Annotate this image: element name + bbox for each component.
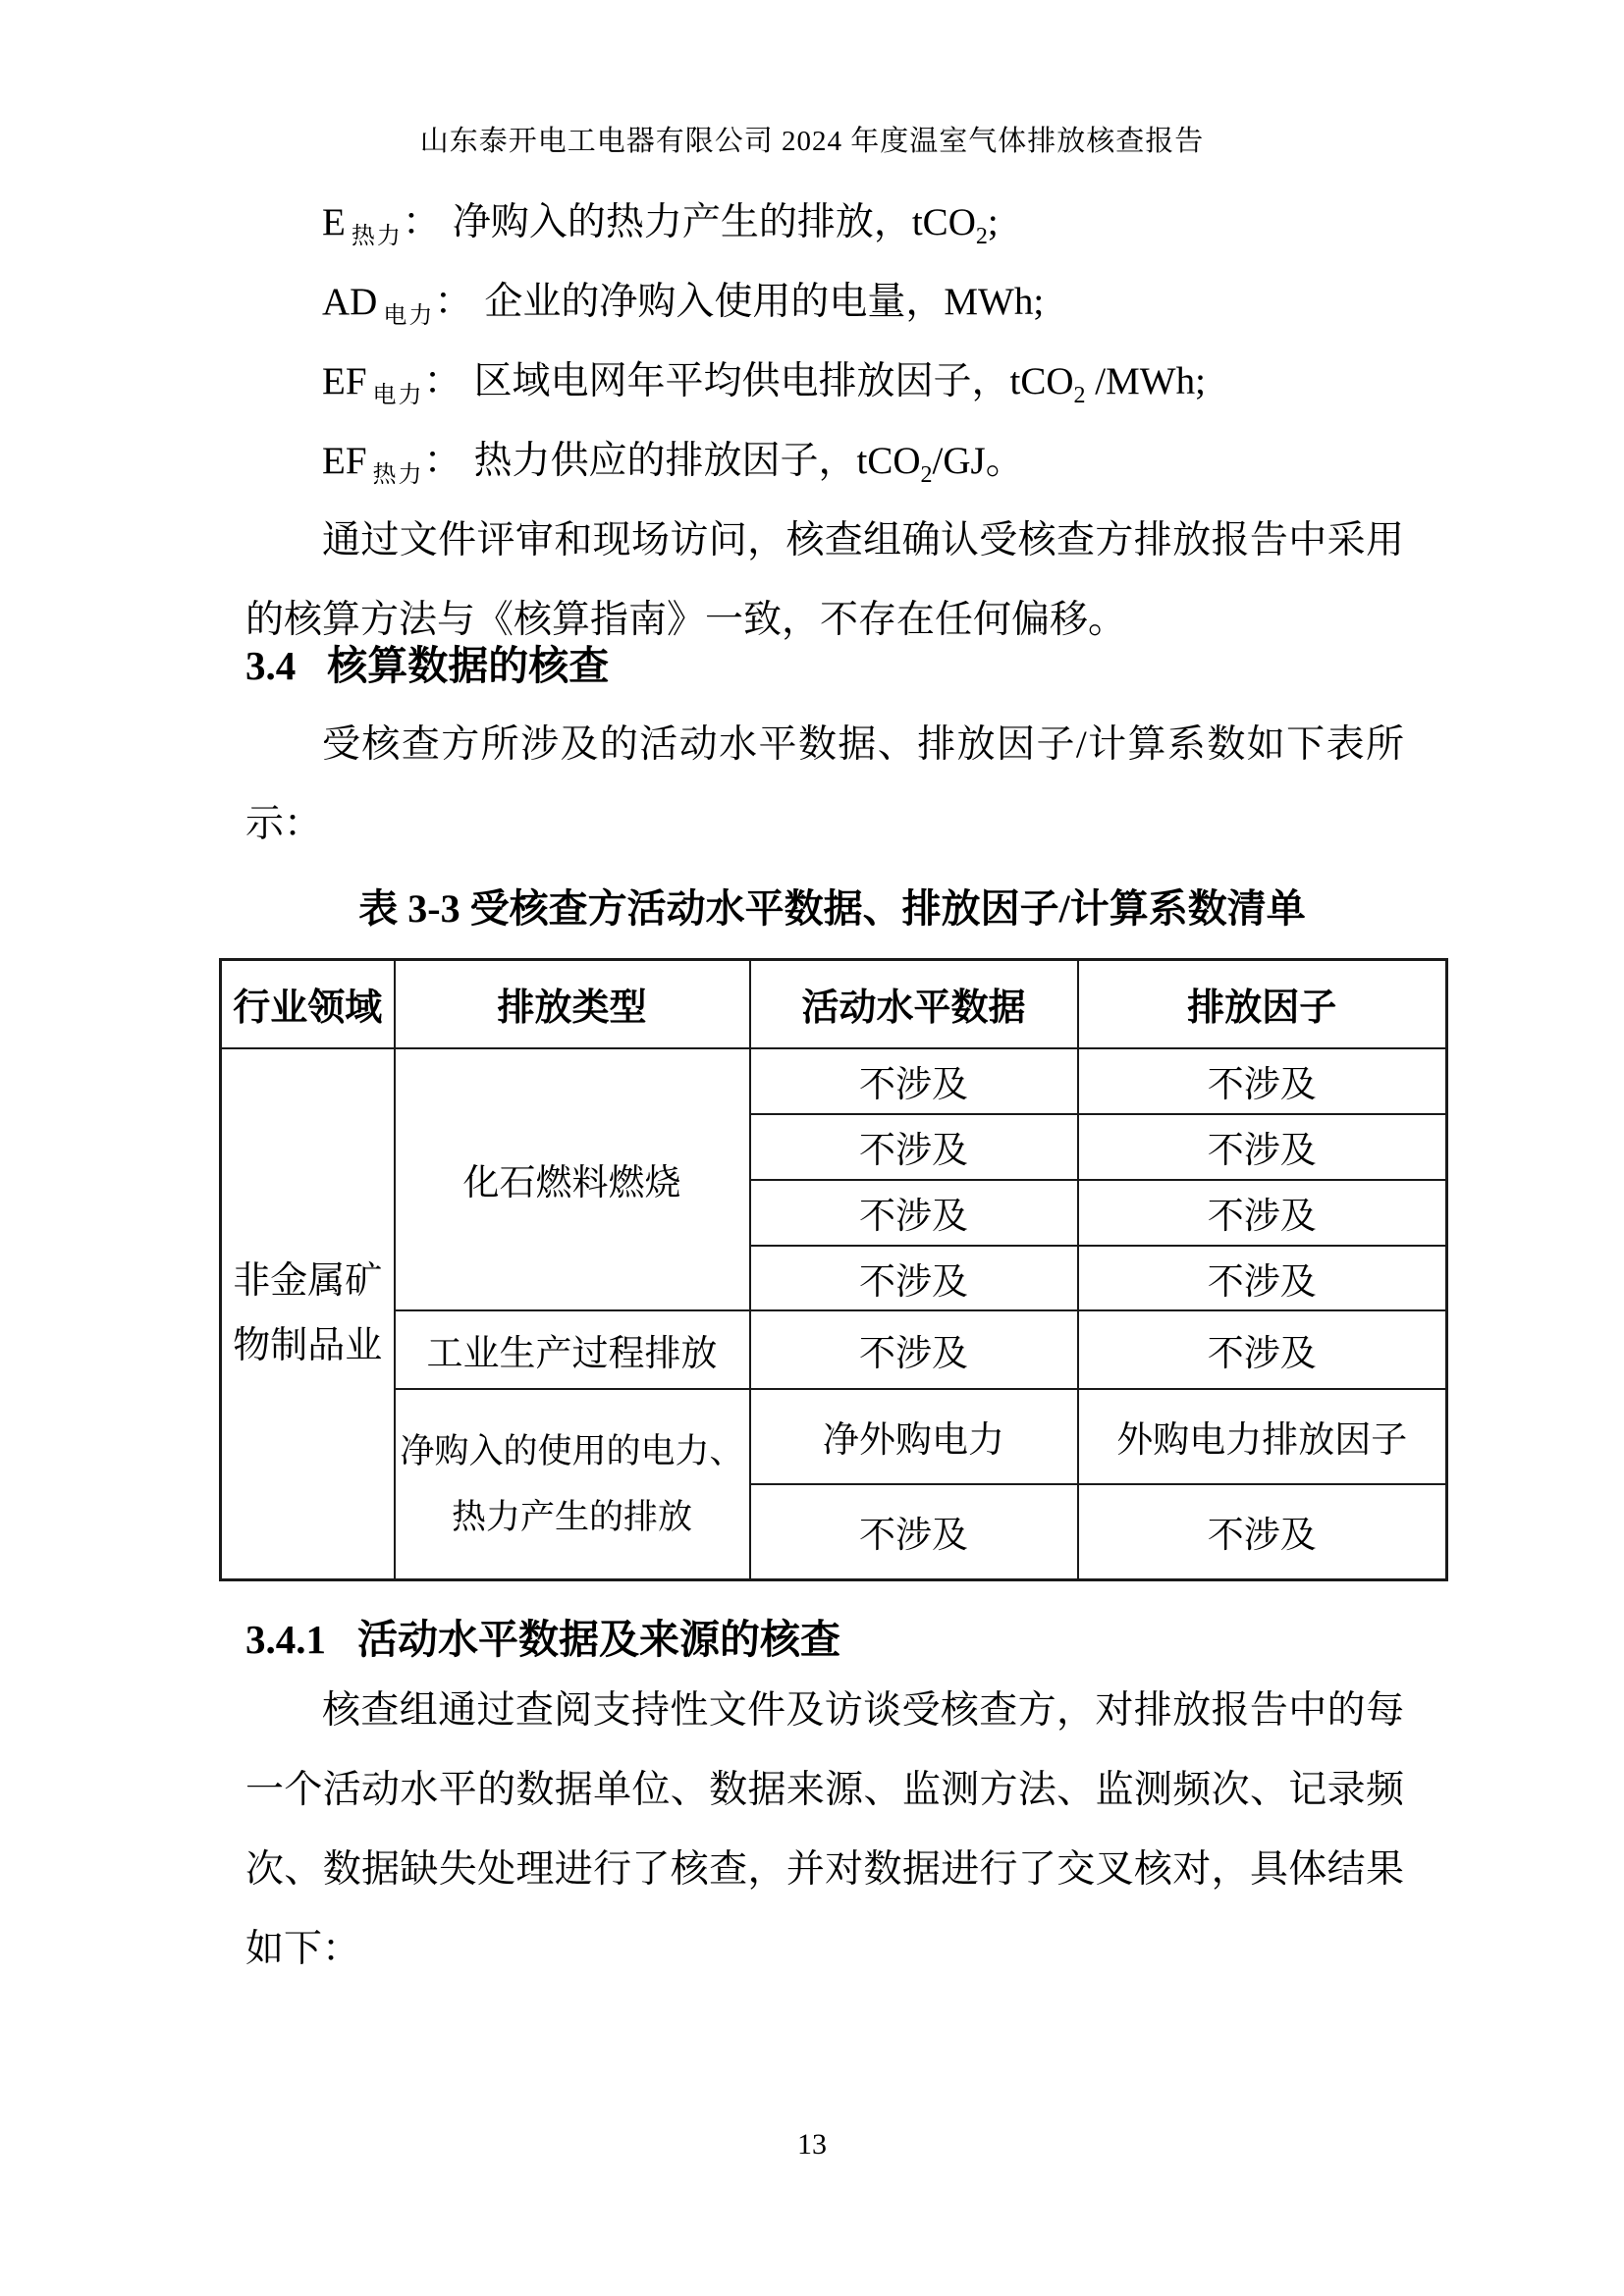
table-cell: 净外购电力	[750, 1389, 1078, 1484]
paragraph-table-intro	[245, 705, 1404, 864]
table-cell: 外购电力排放因子	[1078, 1389, 1447, 1484]
definition-body: 净购入的热力产生的排放，tCO	[452, 201, 976, 243]
paragraph-line: 如下：	[245, 1928, 361, 1970]
definition-colon: ：	[423, 360, 462, 402]
industry-line: 物制品业	[233, 1325, 383, 1367]
definition-tail: ;	[987, 201, 999, 243]
emission-type-cell-process: 工业生产过程排放	[395, 1310, 750, 1389]
unit-subscript: 2	[975, 223, 988, 249]
definition-body: 区域电网年平均供电排放因子，tCO	[473, 360, 1074, 402]
section-heading-3-4	[245, 638, 1404, 693]
section-title: 活动水平数据及来源的核查	[357, 1617, 840, 1662]
paragraph-line: 受核查方所涉及的活动水平数据、排放因子/计算系数如下表所	[322, 723, 1404, 766]
table-cell: 不涉及	[1078, 1180, 1447, 1246]
section-number: 3.4.1	[245, 1617, 326, 1662]
table-header-emission-type: 排放类型	[395, 960, 750, 1048]
table-header-activity-data: 活动水平数据	[750, 960, 1078, 1048]
definition-colon: ：	[423, 440, 462, 482]
definition-symbol: EF	[322, 360, 367, 402]
industry-line: 非金属矿	[233, 1260, 383, 1303]
table-3-3	[219, 958, 1448, 1581]
definition-subscript: 电力	[372, 382, 424, 408]
emission-type-cell-fossil: 化石燃料燃烧	[395, 1048, 750, 1310]
definition-body: 企业的净购入使用的电量，MWh	[484, 281, 1034, 323]
definition-colon: ：	[434, 281, 473, 323]
paragraph-line: 的核算方法与《核算指南》一致，不存在任何偏移。	[245, 599, 1127, 641]
definition-symbol: E	[322, 201, 346, 243]
table-cell: 不涉及	[750, 1310, 1078, 1389]
table-caption: 表 3-3 受核查方活动水平数据、排放因子/计算系数清单	[358, 886, 1306, 931]
definition-symbol: AD	[322, 281, 378, 323]
paragraph-line: 一个活动水平的数据单位、数据来源、监测方法、监测频次、记录频	[245, 1769, 1404, 1811]
table-cell: 不涉及	[1078, 1484, 1447, 1580]
definition-subscript: 电力	[383, 302, 435, 329]
definition-tail: /MWh;	[1085, 360, 1206, 402]
definition-tail: /GJ。	[932, 440, 1024, 482]
table-cell: 不涉及	[750, 1114, 1078, 1180]
definition-tail: ;	[1033, 281, 1045, 323]
emission-type-cell-power-heat	[395, 1389, 750, 1580]
definitions-block	[245, 183, 1404, 501]
definition-e-thermal	[245, 183, 1404, 262]
definition-ef-electric	[245, 342, 1404, 421]
paragraph-line: 示：	[245, 803, 323, 845]
unit-subscript: 2	[1073, 382, 1086, 408]
table-cell: 不涉及	[750, 1180, 1078, 1246]
table-cell: 不涉及	[750, 1484, 1078, 1580]
definition-body: 热力供应的排放因子，tCO	[473, 440, 921, 482]
paragraph-line: 核查组通过查阅支持性文件及访谈受核查方，对排放报告中的每	[322, 1689, 1404, 1732]
section-heading-3-4-1	[245, 1612, 1404, 1667]
table-header-industry: 行业领域	[221, 960, 395, 1048]
paragraph-methodology	[245, 501, 1404, 660]
table-cell: 不涉及	[750, 1246, 1078, 1310]
table-header-emission-factor: 排放因子	[1078, 960, 1447, 1048]
definition-colon: ：	[402, 201, 441, 243]
page-number: 13	[797, 2128, 827, 2161]
emission-type-line: 热力产生的排放	[451, 1497, 692, 1536]
definition-subscript: 热力	[351, 223, 403, 249]
definition-ef-thermal	[245, 421, 1404, 501]
table-cell: 不涉及	[1078, 1246, 1447, 1310]
table-cell: 不涉及	[1078, 1114, 1447, 1180]
paragraph-line: 通过文件评审和现场访问，核查组确认受核查方排放报告中采用	[322, 519, 1404, 561]
paragraph-line: 次、数据缺失处理进行了核查，并对数据进行了交叉核对，具体结果	[245, 1848, 1404, 1891]
industry-cell	[221, 1048, 395, 1580]
definition-subscript: 热力	[372, 461, 424, 488]
definition-ad-electric	[245, 262, 1404, 342]
running-header: 山东泰开电工电器有限公司 2024 年度温室气体排放核查报告	[419, 126, 1205, 157]
table-cell: 不涉及	[1078, 1048, 1447, 1114]
unit-subscript: 2	[920, 461, 933, 488]
definition-symbol: EF	[322, 440, 367, 482]
table-cell: 不涉及	[750, 1048, 1078, 1114]
section-title: 核算数据的核查	[327, 643, 610, 688]
table-cell: 不涉及	[1078, 1310, 1447, 1389]
paragraph-activity-verification	[245, 1671, 1404, 1989]
emission-type-line: 净购入的使用的电力、	[400, 1431, 744, 1470]
section-number: 3.4	[245, 643, 297, 688]
